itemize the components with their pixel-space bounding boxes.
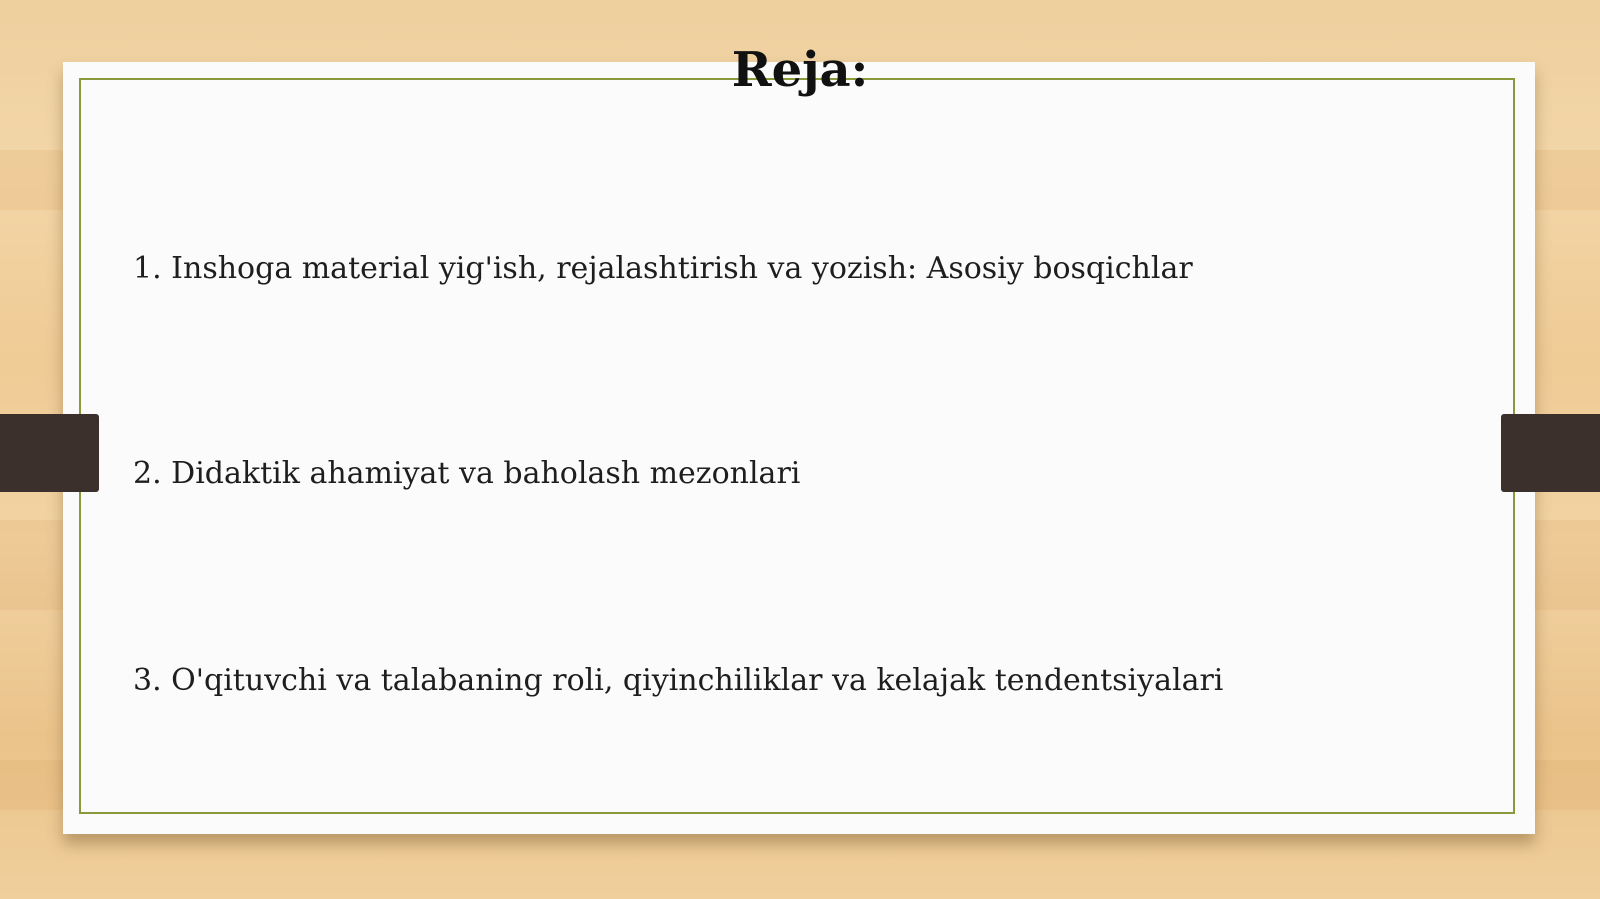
slide-title: Reja: xyxy=(731,42,869,98)
plan-item-3: 3. O'qituvchi va talabaning roli, qiyinchiliklar va kelajak tendentsiyalari xyxy=(133,663,1224,698)
left-clip xyxy=(0,414,99,492)
slide-card xyxy=(63,62,1535,834)
plan-item-1: 1. Inshoga material yig'ish, rejalashtirish va yozish: Asosiy bosqichlar xyxy=(133,251,1193,286)
plan-item-2: 2. Didaktik ahamiyat va baholash mezonlari xyxy=(133,456,801,491)
right-clip xyxy=(1501,414,1600,492)
slide-frame xyxy=(79,78,1515,814)
